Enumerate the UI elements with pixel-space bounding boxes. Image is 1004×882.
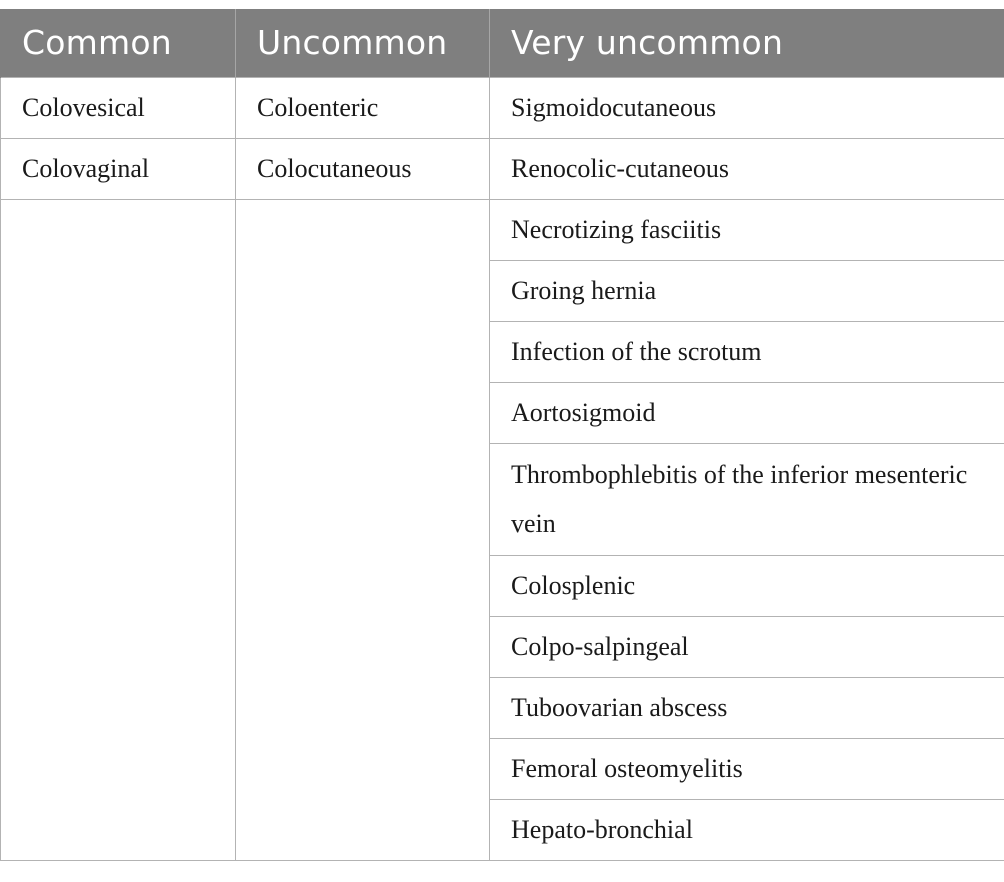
very-uncommon-cell: Aortosigmoid: [490, 382, 1004, 443]
very-uncommon-cell: Necrotizing fasciitis: [490, 199, 1004, 260]
very-uncommon-cell: Tuboovarian abscess: [490, 677, 1004, 738]
fistula-classification-table: [0, 9, 1004, 861]
column-header-common: Common: [1, 9, 236, 77]
table-row: [1, 77, 1004, 138]
very-uncommon-cell: Hepato-bronchial: [490, 799, 1004, 860]
very-uncommon-cell: Infection of the scrotum: [490, 321, 1004, 382]
header-row: [1, 9, 1004, 77]
very-uncommon-cell: Femoral osteomyelitis: [490, 738, 1004, 799]
uncommon-empty-cell: [236, 199, 490, 860]
table-row: [1, 199, 1004, 260]
common-cell: Colovesical: [1, 77, 236, 138]
very-uncommon-cell: Groing hernia: [490, 260, 1004, 321]
very-uncommon-cell: Colpo-salpingeal: [490, 616, 1004, 677]
common-cell: Colovaginal: [1, 138, 236, 199]
very-uncommon-cell: Colosplenic: [490, 555, 1004, 616]
very-uncommon-cell: Renocolic-cutaneous: [490, 138, 1004, 199]
column-header-very-uncommon: Very uncommon: [490, 9, 1004, 77]
common-empty-cell: [1, 199, 236, 860]
fistula-classification-table-wrapper: [0, 9, 1004, 861]
table-row: [1, 138, 1004, 199]
very-uncommon-cell: Sigmoidocutaneous: [490, 77, 1004, 138]
very-uncommon-cell: Thrombophlebitis of the inferior mesenteric vein: [490, 443, 1004, 555]
uncommon-cell: Coloenteric: [236, 77, 490, 138]
uncommon-cell: Colocutaneous: [236, 138, 490, 199]
column-header-uncommon: Uncommon: [236, 9, 490, 77]
